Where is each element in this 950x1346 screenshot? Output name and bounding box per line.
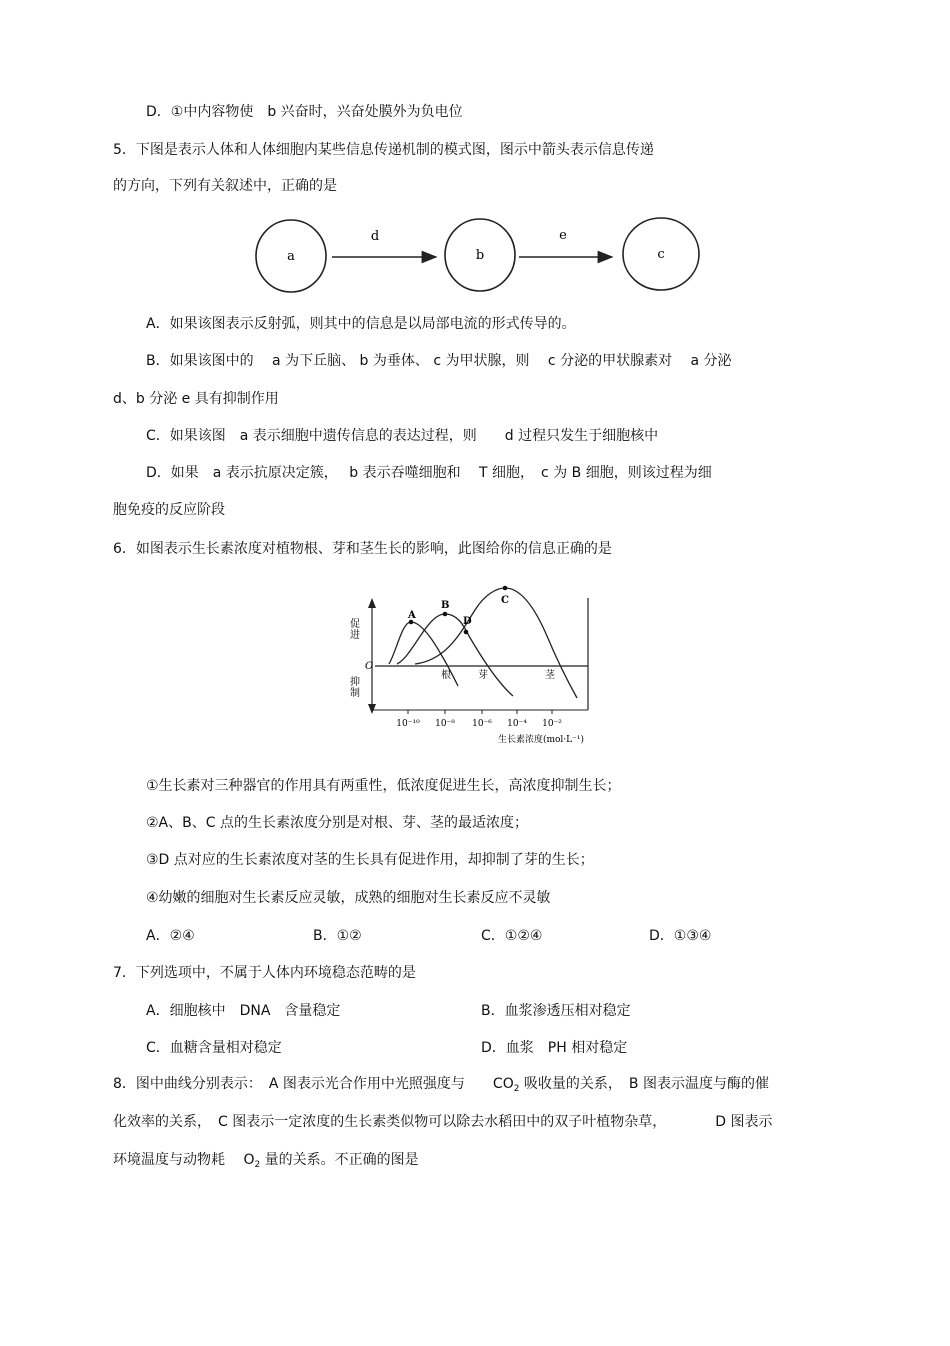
y-axis-arrow-bottom bbox=[368, 704, 376, 714]
q8-stem-line3 bbox=[113, 1150, 419, 1175]
point-d-label: D bbox=[463, 616, 472, 627]
q5-option-d-line2: 胞免疫的反应阶段 bbox=[113, 502, 225, 518]
tick-label-3: 10⁻⁶ bbox=[472, 719, 492, 729]
arrow-d-label: d bbox=[370, 229, 380, 244]
q5-stem-line2: 的方向，下列有关叙述中，正确的是 bbox=[113, 178, 337, 194]
q8-co2-subscript: 2 bbox=[513, 1084, 520, 1094]
q5-option-b-line2: d、b 分泌 e 具有抑制作用 bbox=[113, 391, 279, 407]
q8-line1-part1: 8．图中曲线分别表示： A 图表示光合作用中光照强度与 CO bbox=[113, 1076, 514, 1092]
q8-stem-line2: 化效率的关系， C 图表示一定浓度的生长素类似物可以除去水稻田中的双子叶植物杂草， D 图表示 bbox=[113, 1114, 773, 1130]
q4-option-d: D．①中内容物使 b 兴奋时，兴奋处膜外为负电位 bbox=[146, 104, 463, 120]
tick-label-2: 10⁻⁸ bbox=[435, 719, 455, 729]
tick-label-5: 10⁻² bbox=[542, 719, 562, 729]
q8-line3-part1: 环境温度与动物耗 O bbox=[113, 1152, 255, 1168]
stem-curve bbox=[415, 588, 577, 698]
curve-label-stem: 茎 bbox=[545, 670, 555, 681]
q7-option-c: C．血糖含量相对稳定 bbox=[146, 1040, 282, 1056]
q5-option-a: A．如果该图表示反射弧，则其中的信息是以局部电流的形式传导的。 bbox=[146, 316, 576, 332]
x-axis-label: 生长素浓度(mol·L⁻¹) bbox=[497, 735, 585, 745]
point-a-label: A bbox=[408, 610, 416, 621]
q7-stem: 7．下列选项中，不属于人体内环境稳态范畴的是 bbox=[113, 965, 416, 981]
point-b-label: B bbox=[441, 600, 450, 611]
point-c-label: C bbox=[501, 595, 509, 606]
curve-label-bud: 芽 bbox=[478, 670, 488, 681]
node-b-label: b bbox=[475, 248, 485, 263]
q8-stem-line1 bbox=[113, 1074, 769, 1099]
tick-label-1: 10⁻¹⁰ bbox=[396, 719, 420, 729]
point-c bbox=[503, 586, 508, 591]
point-d bbox=[464, 630, 469, 635]
x-ticks bbox=[408, 710, 552, 714]
q5-stem-line1: 5．下图是表示人体和人体细胞内某些信息传递机制的模式图，图示中箭头表示信息传递 bbox=[113, 142, 654, 158]
node-c-label: c bbox=[657, 247, 665, 262]
q8-line1-part2: 吸收量的关系， B 图表示温度与酶的催 bbox=[519, 1076, 769, 1092]
q6-statement-3: ③D 点对应的生长素浓度对茎的生长具有促进作用，却抑制了芽的生长； bbox=[146, 852, 594, 868]
q6-statement-4: ④幼嫩的细胞对生长素反应灵敏，成熟的细胞对生长素反应不灵敏 bbox=[146, 890, 551, 906]
q6-stem: 6．如图表示生长素浓度对植物根、芽和茎生长的影响，此图给你的信息正确的是 bbox=[113, 541, 612, 557]
origin-label: O bbox=[365, 661, 374, 672]
arrow-e-label: e bbox=[559, 228, 567, 243]
curve-label-root: 根 bbox=[441, 670, 451, 681]
signal-transfer-diagram bbox=[250, 215, 710, 300]
point-b bbox=[443, 612, 448, 617]
q5-option-b-line1: B．如果该图中的 a 为下丘脑、 b 为垂体、 c 为甲状腺，则 c 分泌的甲状腺素对 a 分泌 bbox=[146, 353, 732, 369]
q6-option-d: D．①③④ bbox=[649, 928, 712, 944]
q5-option-d-line1: D．如果 a 表示抗原决定簇， b 表示吞噬细胞和 T 细胞， c 为 B 细胞，则该过程为细 bbox=[146, 465, 712, 481]
auxin-effect-chart bbox=[345, 580, 610, 750]
node-a-label: a bbox=[287, 249, 295, 264]
q6-statement-2: ②A、B、C 点的生长素浓度分别是对根、芽、茎的最适浓度； bbox=[146, 815, 528, 831]
y-axis-arrow-top bbox=[368, 598, 376, 608]
q6-option-c: C．①②④ bbox=[481, 928, 543, 944]
q6-statement-1: ①生长素对三种器官的作用具有两重性，低浓度促进生长，高浓度抑制生长； bbox=[146, 778, 621, 794]
q6-option-a: A．②④ bbox=[146, 928, 195, 944]
q6-option-b: B．①② bbox=[313, 928, 362, 944]
q8-o2-subscript: 2 bbox=[254, 1160, 261, 1170]
y-label-promote: 促进 bbox=[347, 618, 359, 640]
tick-label-4: 10⁻⁴ bbox=[507, 719, 527, 729]
q7-option-a: A．细胞核中 DNA 含量稳定 bbox=[146, 1003, 341, 1019]
q7-option-b: B．血浆渗透压相对稳定 bbox=[481, 1003, 631, 1019]
bud-curve bbox=[397, 614, 513, 696]
y-label-inhibit: 抑制 bbox=[347, 676, 359, 698]
q5-option-c: C．如果该图 a 表示细胞中遗传信息的表达过程，则 d 过程只发生于细胞核中 bbox=[146, 428, 659, 444]
q8-line3-part2: 量的关系。不正确的图是 bbox=[260, 1152, 419, 1168]
q7-option-d: D．血浆 PH 相对稳定 bbox=[481, 1040, 628, 1056]
